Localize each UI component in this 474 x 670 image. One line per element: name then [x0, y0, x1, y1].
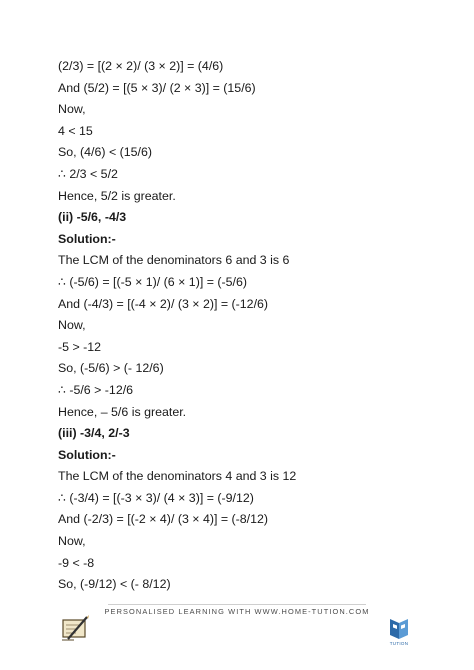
- footer-text: PERSONALISED LEARNING WITH WWW.HOME-TUTION.COM: [104, 607, 370, 616]
- text-line: ∴ 2/3 < 5/2: [58, 166, 118, 181]
- document-body: [58, 56, 438, 596]
- text-line: So, (4/6) < (15/6): [58, 145, 153, 160]
- text-line: Now,: [58, 318, 86, 333]
- book-brand-logo-icon: [388, 615, 410, 643]
- text-line: -5 > -12: [58, 339, 102, 354]
- section-heading: (iii) -3/4, 2/-3: [58, 426, 130, 441]
- text-line: And (-2/3) = [(-2 × 4)/ (3 × 4)] = (-8/12): [58, 512, 269, 527]
- text-line: So, (-5/6) > (- 12/6): [58, 361, 164, 376]
- pencil-board-logo-icon: [60, 614, 90, 642]
- text-line: ∴ (-5/6) = [(-5 × 1)/ (6 × 1)] = (-5/6): [58, 274, 247, 289]
- text-line: Hence, 5/2 is greater.: [58, 188, 176, 203]
- text-line: ∴ (-3/4) = [(-3 × 3)/ (4 × 3)] = (-9/12): [58, 490, 254, 505]
- section-heading: Solution:-: [58, 447, 116, 462]
- text-line: -9 < -8: [58, 555, 95, 570]
- text-line: ∴ -5/6 > -12/6: [58, 382, 134, 397]
- text-line: And (5/2) = [(5 × 3)/ (2 × 3)] = (15/6): [58, 80, 256, 95]
- text-line: Now,: [58, 534, 86, 549]
- text-line: (2/3) = [(2 × 2)/ (3 × 2)] = (4/6): [58, 59, 224, 73]
- text-line: Hence, – 5/6 is greater.: [58, 404, 187, 419]
- text-line: The LCM of the denominators 6 and 3 is 6: [58, 253, 290, 268]
- text-line: So, (-9/12) < (- 8/12): [58, 577, 171, 592]
- brand-caption: TUTION: [389, 641, 409, 646]
- footer-divider: [108, 604, 366, 605]
- section-heading: (ii) -5/6, -4/3: [58, 210, 127, 225]
- text-line: Now,: [58, 102, 86, 117]
- text-line: And (-4/3) = [(-4 × 2)/ (3 × 2)] = (-12/6): [58, 296, 269, 311]
- text-line: 4 < 15: [58, 123, 93, 138]
- section-heading: Solution:-: [58, 231, 116, 246]
- text-line: The LCM of the denominators 4 and 3 is 12: [58, 469, 297, 484]
